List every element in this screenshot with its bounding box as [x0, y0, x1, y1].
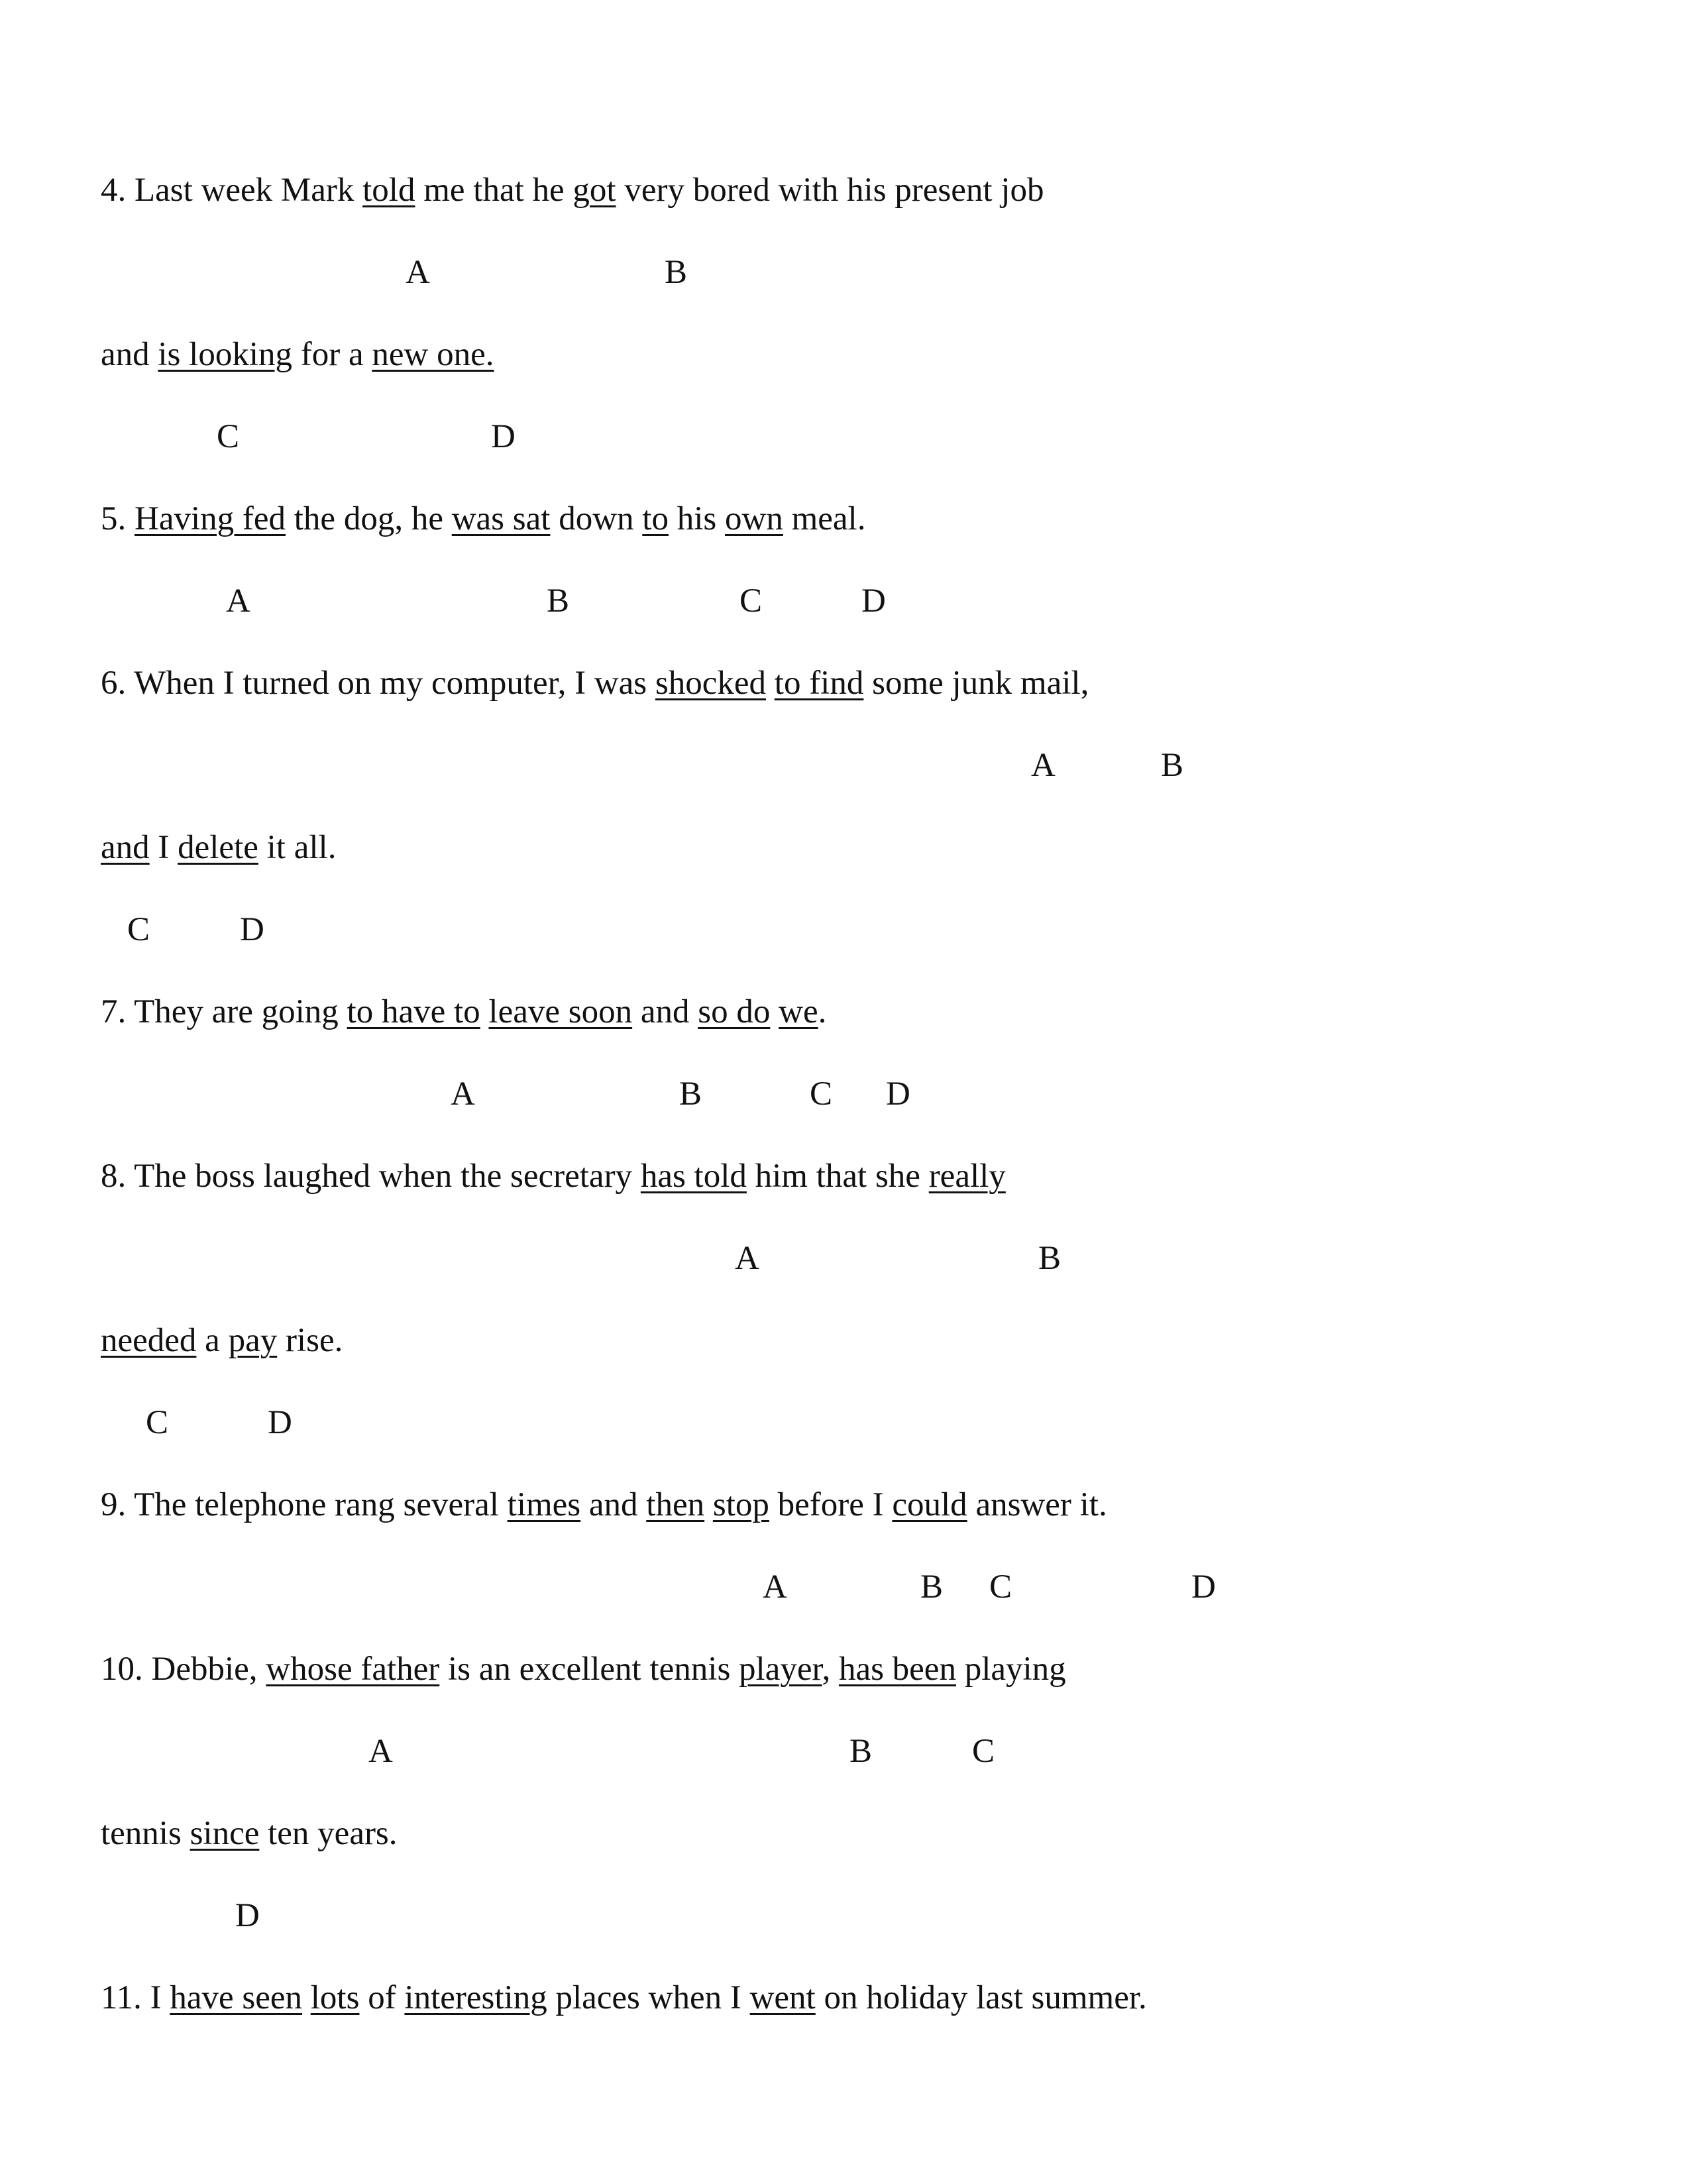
- underlined-option: we: [779, 993, 818, 1030]
- sentence-text: [704, 1486, 713, 1523]
- q9-letter: B: [920, 1568, 944, 1606]
- underlined-option: delete: [178, 829, 258, 866]
- underlined-option: have seen: [170, 1979, 302, 2016]
- q11-line-1: [101, 1971, 1147, 2024]
- underlined-option: times: [507, 1486, 581, 1523]
- underlined-option: needed: [101, 1322, 197, 1359]
- q7-letter: B: [679, 1075, 702, 1113]
- q6-line-1: [101, 657, 1089, 710]
- q5-letter: C: [739, 582, 763, 620]
- q10-letter: D: [235, 1897, 260, 1934]
- sentence-text: I: [149, 829, 178, 866]
- sentence-text: the dog, he: [286, 500, 452, 537]
- underlined-option: really: [928, 1158, 1006, 1195]
- q6-letter: D: [240, 911, 264, 948]
- q9-letter: C: [989, 1568, 1012, 1606]
- q4-line-2: [101, 328, 494, 381]
- q9-line-1: [101, 1478, 1107, 1531]
- q10-line-1: [101, 1643, 1066, 1696]
- sentence-text: [766, 665, 775, 702]
- sentence-text: and: [580, 1486, 647, 1523]
- sentence-text: him that she: [746, 1158, 929, 1195]
- q8-letter: D: [268, 1404, 292, 1441]
- underlined-option: is looking: [158, 336, 292, 373]
- q8-line-2: [101, 1314, 343, 1367]
- sentence-text: .: [818, 993, 827, 1030]
- sentence-text: some junk mail,: [863, 665, 1089, 702]
- sentence-text: ten years.: [259, 1815, 398, 1852]
- q5-letter: B: [547, 582, 570, 620]
- q10-letter: A: [368, 1733, 393, 1770]
- q6-letter: A: [1031, 747, 1056, 784]
- sentence-text: of: [359, 1979, 405, 2016]
- sentence-text: places when I: [547, 1979, 750, 2016]
- q4-letter: C: [217, 418, 240, 455]
- underlined-option: has told: [640, 1158, 747, 1195]
- underlined-option: interesting: [404, 1979, 547, 2016]
- underlined-option: then: [646, 1486, 705, 1523]
- sentence-text: [480, 993, 489, 1030]
- underlined-option: new one.: [372, 336, 494, 373]
- sentence-text: for a: [292, 336, 372, 373]
- sentence-text: and: [101, 336, 158, 373]
- sentence-text: answer it.: [967, 1486, 1107, 1523]
- underlined-option: leave soon: [488, 993, 633, 1030]
- sentence-text: tennis: [101, 1815, 190, 1852]
- sentence-text: a: [196, 1322, 229, 1359]
- underlined-option: whose father: [266, 1651, 440, 1688]
- underlined-option: Having fed: [135, 500, 286, 537]
- sentence-text: 8. The boss laughed when the secretary: [101, 1158, 641, 1195]
- q5-line-1: [101, 492, 865, 545]
- sentence-text: ,: [822, 1651, 839, 1688]
- sentence-text: his: [668, 500, 725, 537]
- sentence-text: 5.: [101, 500, 135, 537]
- q5-letter: D: [861, 582, 886, 620]
- sentence-text: 4. Last week Mark: [101, 172, 363, 209]
- q7-letter: D: [886, 1075, 910, 1113]
- underlined-option: told: [362, 172, 415, 209]
- underlined-option: own: [724, 500, 783, 537]
- q4-letter: A: [406, 254, 430, 291]
- underlined-option: could: [892, 1486, 967, 1523]
- q6-letter: B: [1161, 747, 1184, 784]
- q8-line-1: [101, 1150, 1006, 1203]
- sentence-text: it all.: [258, 829, 337, 866]
- q8-letter: C: [146, 1404, 169, 1441]
- underlined-option: player: [739, 1651, 822, 1688]
- underlined-option: so do: [698, 993, 771, 1030]
- sentence-text: meal.: [783, 500, 866, 537]
- q9-letter: D: [1191, 1568, 1216, 1606]
- q7-letter: A: [451, 1075, 475, 1113]
- sentence-text: 7. They are going: [101, 993, 347, 1030]
- sentence-text: playing: [955, 1651, 1066, 1688]
- q5-letter: A: [226, 582, 250, 620]
- sentence-text: down: [550, 500, 643, 537]
- q6-letter: C: [127, 911, 150, 948]
- sentence-text: [770, 993, 779, 1030]
- sentence-text: before I: [769, 1486, 893, 1523]
- underlined-option: to: [642, 500, 669, 537]
- q7-line-1: [101, 985, 826, 1038]
- underlined-option: has been: [838, 1651, 956, 1688]
- q4-letter: D: [491, 418, 516, 455]
- q8-letter: A: [735, 1240, 759, 1277]
- sentence-text: me that he: [415, 172, 573, 209]
- underlined-option: stop: [712, 1486, 769, 1523]
- underlined-option: and: [101, 829, 150, 866]
- q10-letter: C: [972, 1733, 995, 1770]
- q8-letter: B: [1038, 1240, 1062, 1277]
- sentence-text: rise.: [277, 1322, 343, 1359]
- underlined-option: shocked: [655, 665, 767, 702]
- q9-letter: A: [763, 1568, 787, 1606]
- underlined-option: to find: [774, 665, 864, 702]
- sentence-text: 10. Debbie,: [101, 1651, 266, 1688]
- q10-line-2: [101, 1807, 398, 1860]
- sentence-text: 6. When I turned on my computer, I was: [101, 665, 655, 702]
- sentence-text: [302, 1979, 311, 2016]
- q4-line-1: [101, 164, 1044, 217]
- underlined-option: went: [749, 1979, 816, 2016]
- sentence-text: on holiday last summer.: [815, 1979, 1147, 2016]
- q7-letter: C: [810, 1075, 833, 1113]
- underlined-option: pay: [228, 1322, 278, 1359]
- sentence-text: is an excellent tennis: [439, 1651, 739, 1688]
- q4-letter: B: [665, 254, 688, 291]
- underlined-option: was sat: [451, 500, 551, 537]
- sentence-text: and: [632, 993, 698, 1030]
- underlined-option: lots: [310, 1979, 360, 2016]
- q6-line-2: [101, 821, 336, 874]
- underlined-option: got: [573, 172, 616, 209]
- underlined-option: since: [190, 1815, 260, 1852]
- sentence-text: very bored with his present job: [616, 172, 1044, 209]
- sentence-text: 9. The telephone rang several: [101, 1486, 508, 1523]
- q10-letter: B: [849, 1733, 873, 1770]
- underlined-option: to have to: [347, 993, 480, 1030]
- sentence-text: 11. I: [101, 1979, 170, 2016]
